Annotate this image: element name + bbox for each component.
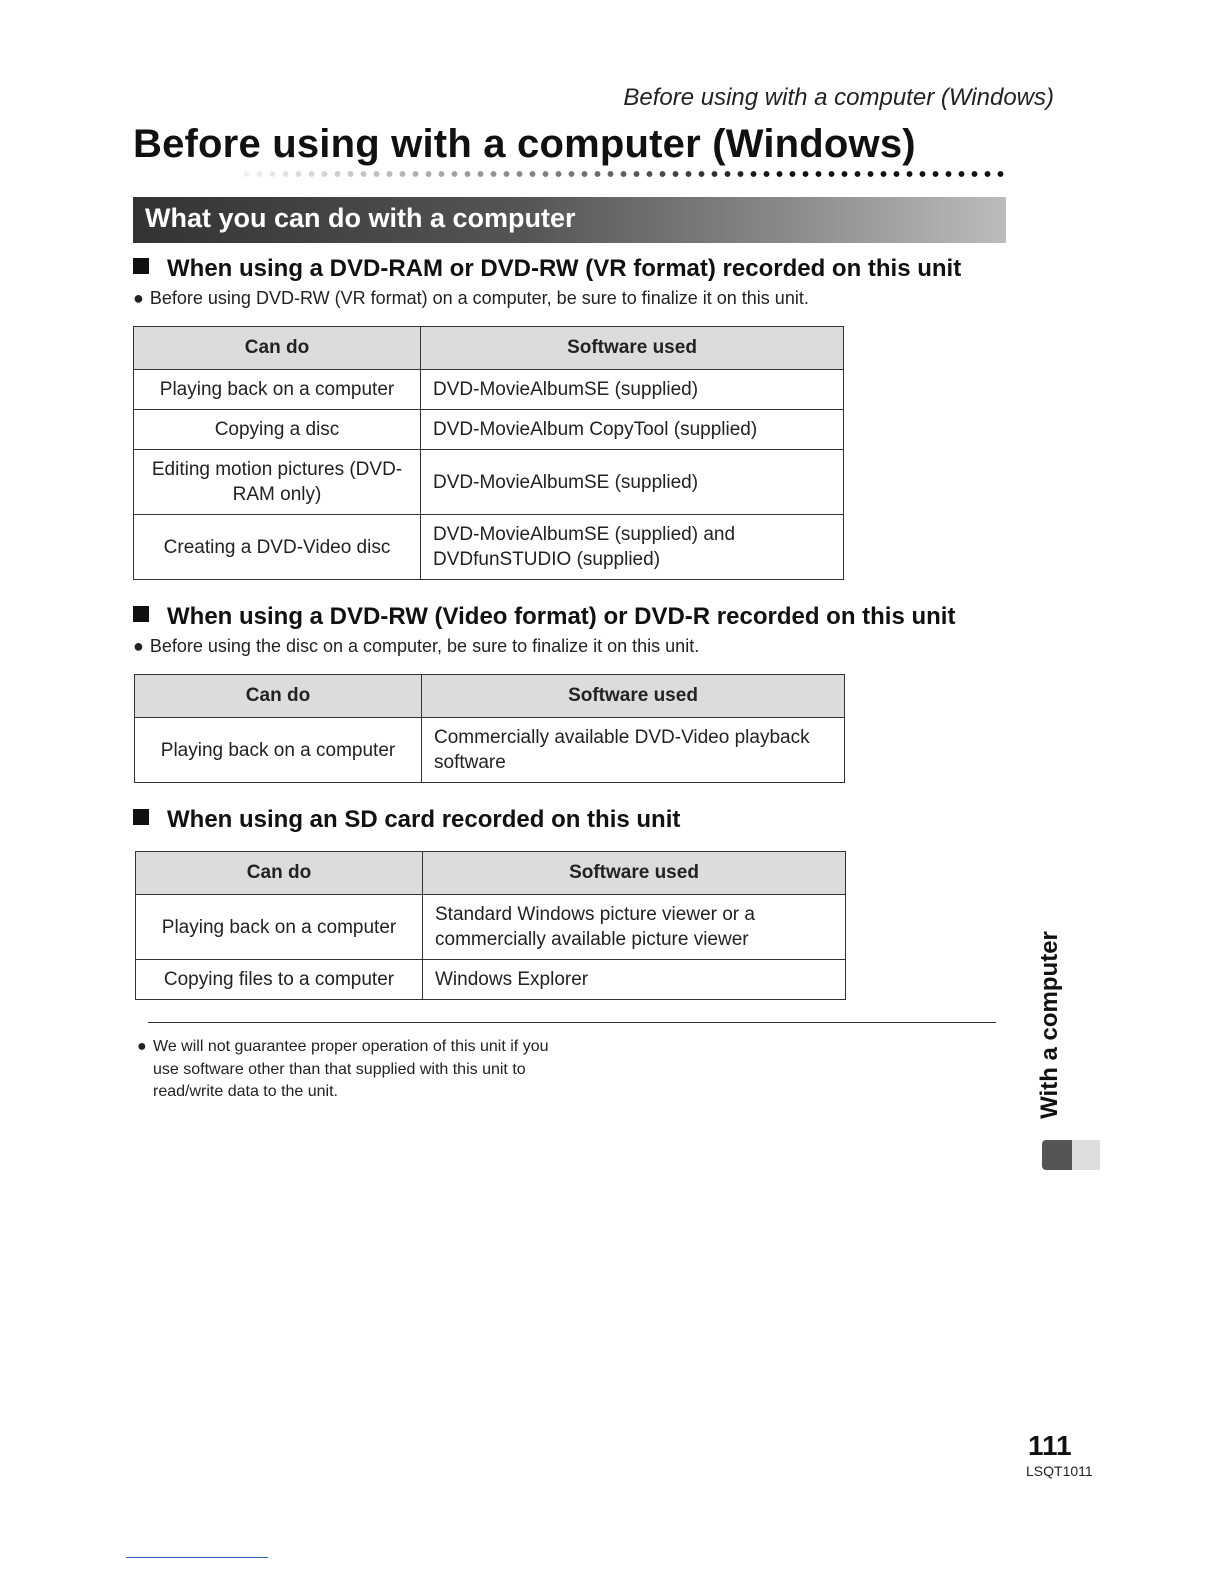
table-row (136, 895, 846, 960)
table-row (134, 370, 844, 410)
cell-software: DVD-MovieAlbumSE (supplied) and DVDfunSTUDIO (supplied) (421, 515, 844, 580)
table-sd-card (135, 851, 846, 1000)
cell-can-do: Playing back on a computer (136, 895, 423, 960)
cell-can-do: Playing back on a computer (134, 370, 421, 410)
header-software-used: Software used (423, 852, 846, 895)
header-can-do: Can do (135, 675, 422, 718)
square-bullet-icon (133, 258, 149, 274)
header-can-do: Can do (136, 852, 423, 895)
header-can-do: Can do (134, 327, 421, 370)
table-dvd-video (134, 674, 845, 783)
square-bullet-icon (133, 809, 149, 825)
cell-software: Commercially available DVD-Video playback software (422, 718, 845, 783)
cell-can-do: Copying a disc (134, 410, 421, 450)
subheading-text: When using a DVD-RAM or DVD-RW (VR format) recorded on this unit (167, 255, 962, 282)
table-header-row (136, 852, 846, 895)
document-code: LSQT1011 (1026, 1463, 1093, 1479)
section-heading: What you can do with a computer (145, 203, 576, 233)
side-tab (1030, 930, 1070, 1120)
table-row (135, 718, 845, 783)
footnote-divider (148, 1022, 996, 1023)
page-title: Before using with a computer (Windows) (133, 122, 916, 166)
cell-software: DVD-MovieAlbumSE (supplied) (421, 370, 844, 410)
cell-can-do: Copying files to a computer (136, 960, 423, 1000)
bullet-icon: ● (133, 636, 144, 656)
subheading-dvd-ram (133, 255, 961, 283)
side-tab-marker (1042, 1140, 1072, 1170)
section-heading-band (133, 197, 1006, 243)
side-tab-label: With a computer (1036, 931, 1063, 1119)
note-finalize-disc (133, 636, 699, 657)
note-text: Before using the disc on a computer, be sure to finalize it on this unit. (149, 636, 700, 656)
title-dotted-rule (240, 168, 1006, 180)
side-tab-marker-shade (1072, 1140, 1100, 1170)
table-row (134, 410, 844, 450)
table-header-row (135, 675, 845, 718)
bullet-icon: ● (137, 1038, 147, 1055)
cell-software: Windows Explorer (423, 960, 846, 1000)
table-dvd-ram (133, 326, 844, 580)
cell-can-do: Editing motion pictures (DVD-RAM only) (134, 450, 421, 515)
table-row (136, 960, 846, 1000)
cell-software: Standard Windows picture viewer or a commercially available picture viewer (423, 895, 846, 960)
table-row (134, 515, 844, 580)
cell-can-do: Creating a DVD-Video disc (134, 515, 421, 580)
square-bullet-icon (133, 606, 149, 622)
header-software-used: Software used (421, 327, 844, 370)
note-text: Before using DVD-RW (VR format) on a computer, be sure to finalize it on this unit. (149, 288, 809, 308)
bullet-icon: ● (133, 288, 144, 308)
subheading-sd-card (133, 806, 680, 834)
subheading-text: When using a DVD-RW (Video format) or DVD-R recorded on this unit (167, 603, 956, 630)
footnote-text: We will not guarantee proper operation of this unit if you use software other than that supplied with this unit to read/write data to the unit. (153, 1038, 549, 1100)
subheading-text: When using an SD card recorded on this unit (167, 806, 681, 833)
cell-software: DVD-MovieAlbum CopyTool (supplied) (421, 410, 844, 450)
table-row (134, 450, 844, 515)
footnote (137, 1036, 577, 1104)
subheading-dvd-rw-video (133, 603, 955, 631)
header-software-used: Software used (422, 675, 845, 718)
note-finalize-vr (133, 288, 809, 309)
bottom-link-underline (126, 1557, 268, 1558)
running-head: Before using with a computer (Windows) (623, 84, 1054, 111)
cell-can-do: Playing back on a computer (135, 718, 422, 783)
table-header-row (134, 327, 844, 370)
cell-software: DVD-MovieAlbumSE (supplied) (421, 450, 844, 515)
page-number: 111 (1028, 1430, 1072, 1461)
